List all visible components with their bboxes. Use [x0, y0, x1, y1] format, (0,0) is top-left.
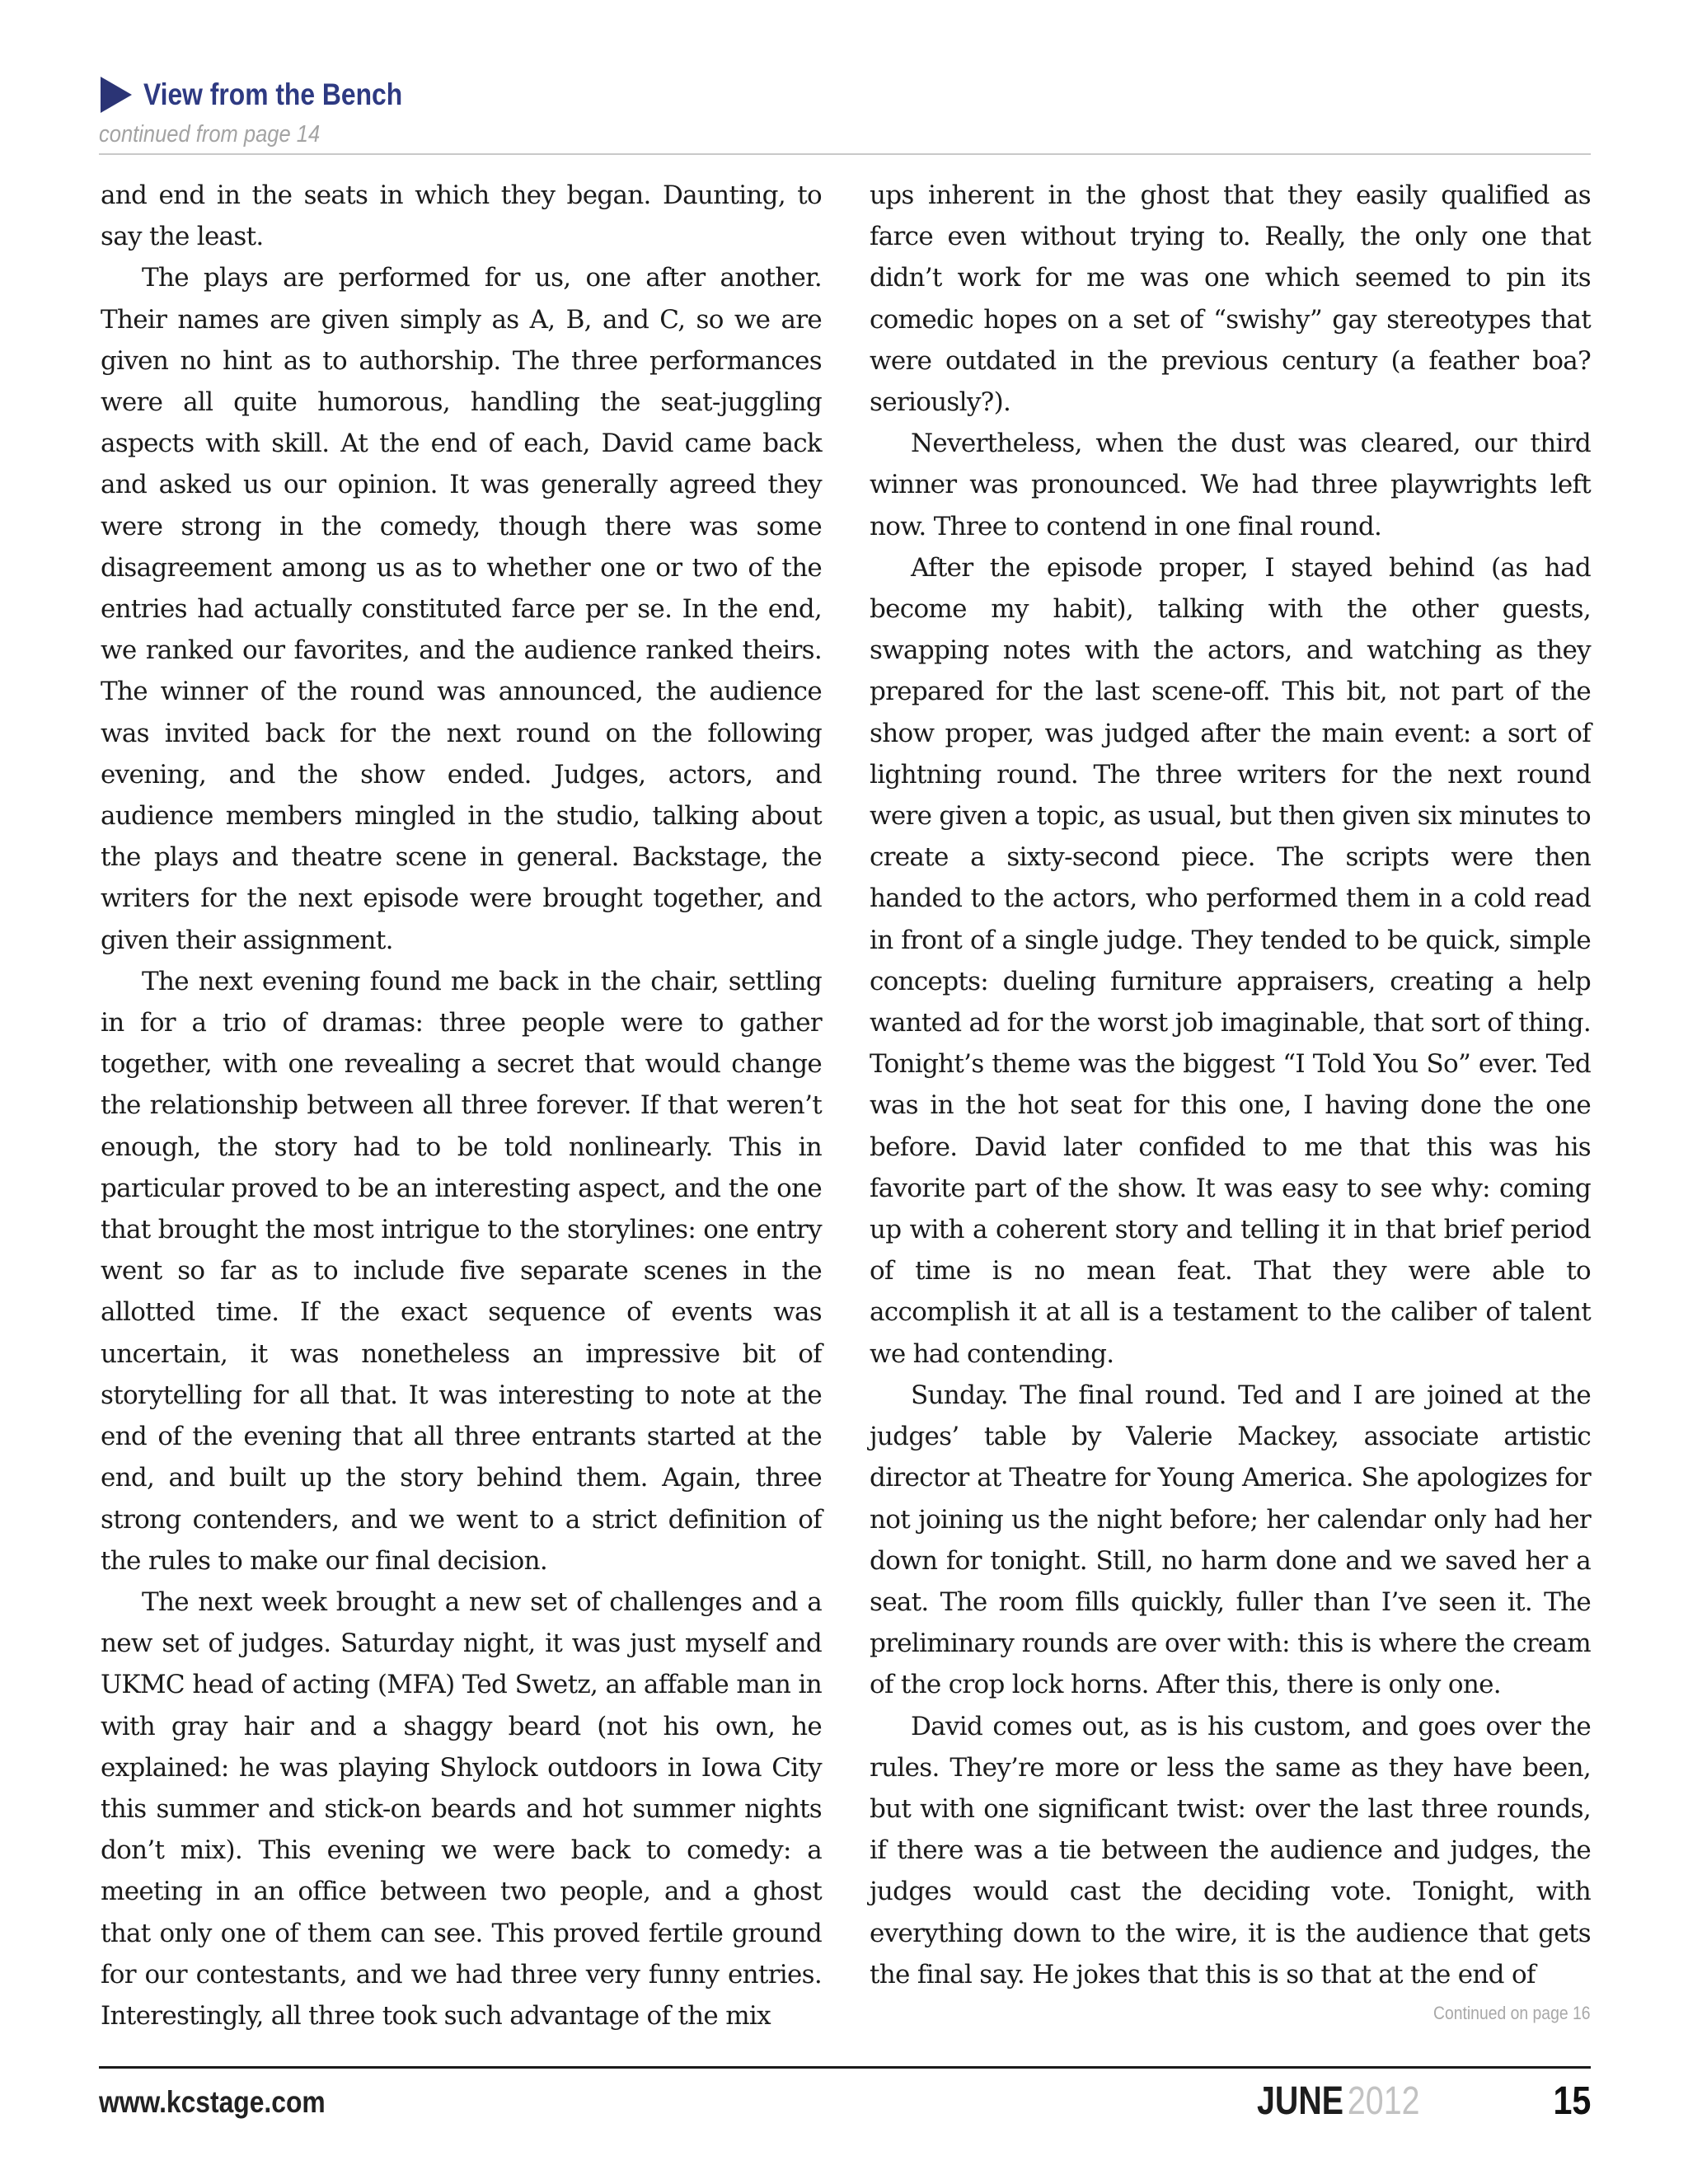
- issue-year: 2012: [1347, 2079, 1420, 2123]
- paragraph: Sunday. The final round. Ted and I are joined at the judges’ table by Valerie Mackey, associate artistic director at Theatre for Young America. She apologizes for not joining us the night before; her calendar only had her down for tonight. Still, no harm done and we saved her a seat. The room fills quickly, fuller than I’ve seen it. The preliminary rounds are over with: this is where the cream of the crop lock horns. After this, there is only one.: [870, 1380, 1591, 1700]
- article-column-left: [101, 175, 822, 2036]
- paragraph: David comes out, as is his custom, and goes over the rules. They’re more or less the same as they have been, but with one significant twist: over the last three rounds, if there was a tie between the audience and judges, the judges would cast the deciding vote. Tonight, with everything down to the wire, it is the audience that gets the final say. He jokes that this is so that at the end of: [870, 1711, 1591, 1990]
- paragraph: and end in the seats in which they began. Daunting, to say the least.: [101, 180, 822, 252]
- continued-from-note: continued from page 14: [99, 121, 321, 148]
- paragraph: The next week brought a new set of challenges and a new set of judges. Saturday night, it was just myself and UKMC head of acting (MFA) Ted Swetz, an affable man in with gray hair and a shaggy beard (not his own, he explained: he was playing Shylock outdoors in Iowa City this summer and stick-on beards and hot summer nights don’t mix). This evening we were back to comedy: a meeting in an office between two people, and a ghost that only one of them can see. This proved fertile ground for our contestants, and we had three very funny entries. Interestingly, all three took such advantage of the mix: [101, 1586, 822, 2031]
- paragraph: The plays are performed for us, one after another. Their names are given simply as A, B, and C, so we are given no hint as to authorship. The three performances were all quite humorous, handling the seat-juggling aspects with skill. At the end of each, David came back and asked us our opinion. It was generally agreed they were strong in the comedy, though there was some disagreement among us as to whether one or two of the entries had actually constituted farce per se. In the end, we ranked our favorites, and the audience ranked theirs. The winner of the round was announced, the audience was invited back for the next round on the following evening, and the show ended. Judges, actors, and audience members mingled in the studio, talking about the plays and theatre scene in general. Backstage, the writers for the next episode were brought together, and given their assignment.: [101, 263, 822, 955]
- paragraph: ups inherent in the ghost that they easily qualified as farce even without trying to. Really, the only one that didn’t work for me was one which seemed to pin its comedic hopes on a set of “swishy” gay stereotypes that were outdated in the previous century (a feather boa? seriously?).: [870, 180, 1591, 418]
- header-divider: [99, 153, 1591, 155]
- continued-on-note: Continued on page 16: [1433, 2003, 1591, 2023]
- section-title: View from the Bench: [143, 77, 403, 111]
- article-column-right: [870, 175, 1591, 1995]
- section-header: [101, 74, 444, 115]
- play-arrow-icon: [101, 77, 132, 113]
- paragraph: Nevertheless, when the dust was cleared, our third winner was pronounced. We had three playwrights left now. Three to contend in one final round.: [870, 429, 1591, 541]
- footer-website-link[interactable]: www.kcstage.com: [99, 2085, 326, 2119]
- footer-issue-date: [1257, 2079, 1419, 2124]
- issue-month: JUNE: [1257, 2079, 1343, 2123]
- page-number: 15: [1553, 2079, 1591, 2123]
- paragraph: The next evening found me back in the chair, settling in for a trio of dramas: three people were to gather together, with one revealing a secret that would change the relationship between all three forever. If that weren’t enough, the story had to be told nonlinearly. This in particular proved to be an interesting aspect, and the one that brought the most intrigue to the storylines: one entry went so far as to include five separate scenes in the allotted time. If the exact sequence of events was uncertain, it was nonetheless an impressive bit of storytelling for all that. It was interesting to note at the end of the evening that all three entrants started at the end, and built up the story behind them. Again, three strong contenders, and we went to a strict definition of the rules to make our final decision.: [101, 966, 822, 1576]
- paragraph: After the episode proper, I stayed behind (as had become my habit), talking with the other guests, swapping notes with the actors, and watching as they prepared for the last scene-off. This bit, not part of the show proper, was judged after the main event: a sort of lightning round. The three writers for the next round were given a topic, as usual, but then given six minutes to create a sixty-second piece. The scripts were then handed to the actors, who performed them in a cold read in front of a single judge. They tended to be quick, simple concepts: dueling furniture appraisers, creating a help wanted ad for the worst job imaginable, that sort of thing. Tonight’s theme was the biggest “I Told You So” ever. Ted was in the hot seat for this one, I having done the one before. David later confided to me that this was his favorite part of the show. It was easy to see why: coming up with a coherent story and telling it in that brief period of time is no mean feat. That they were able to accomplish it at all is a testament to the caliber of talent we had contending.: [870, 552, 1591, 1369]
- footer-divider: [99, 2066, 1591, 2069]
